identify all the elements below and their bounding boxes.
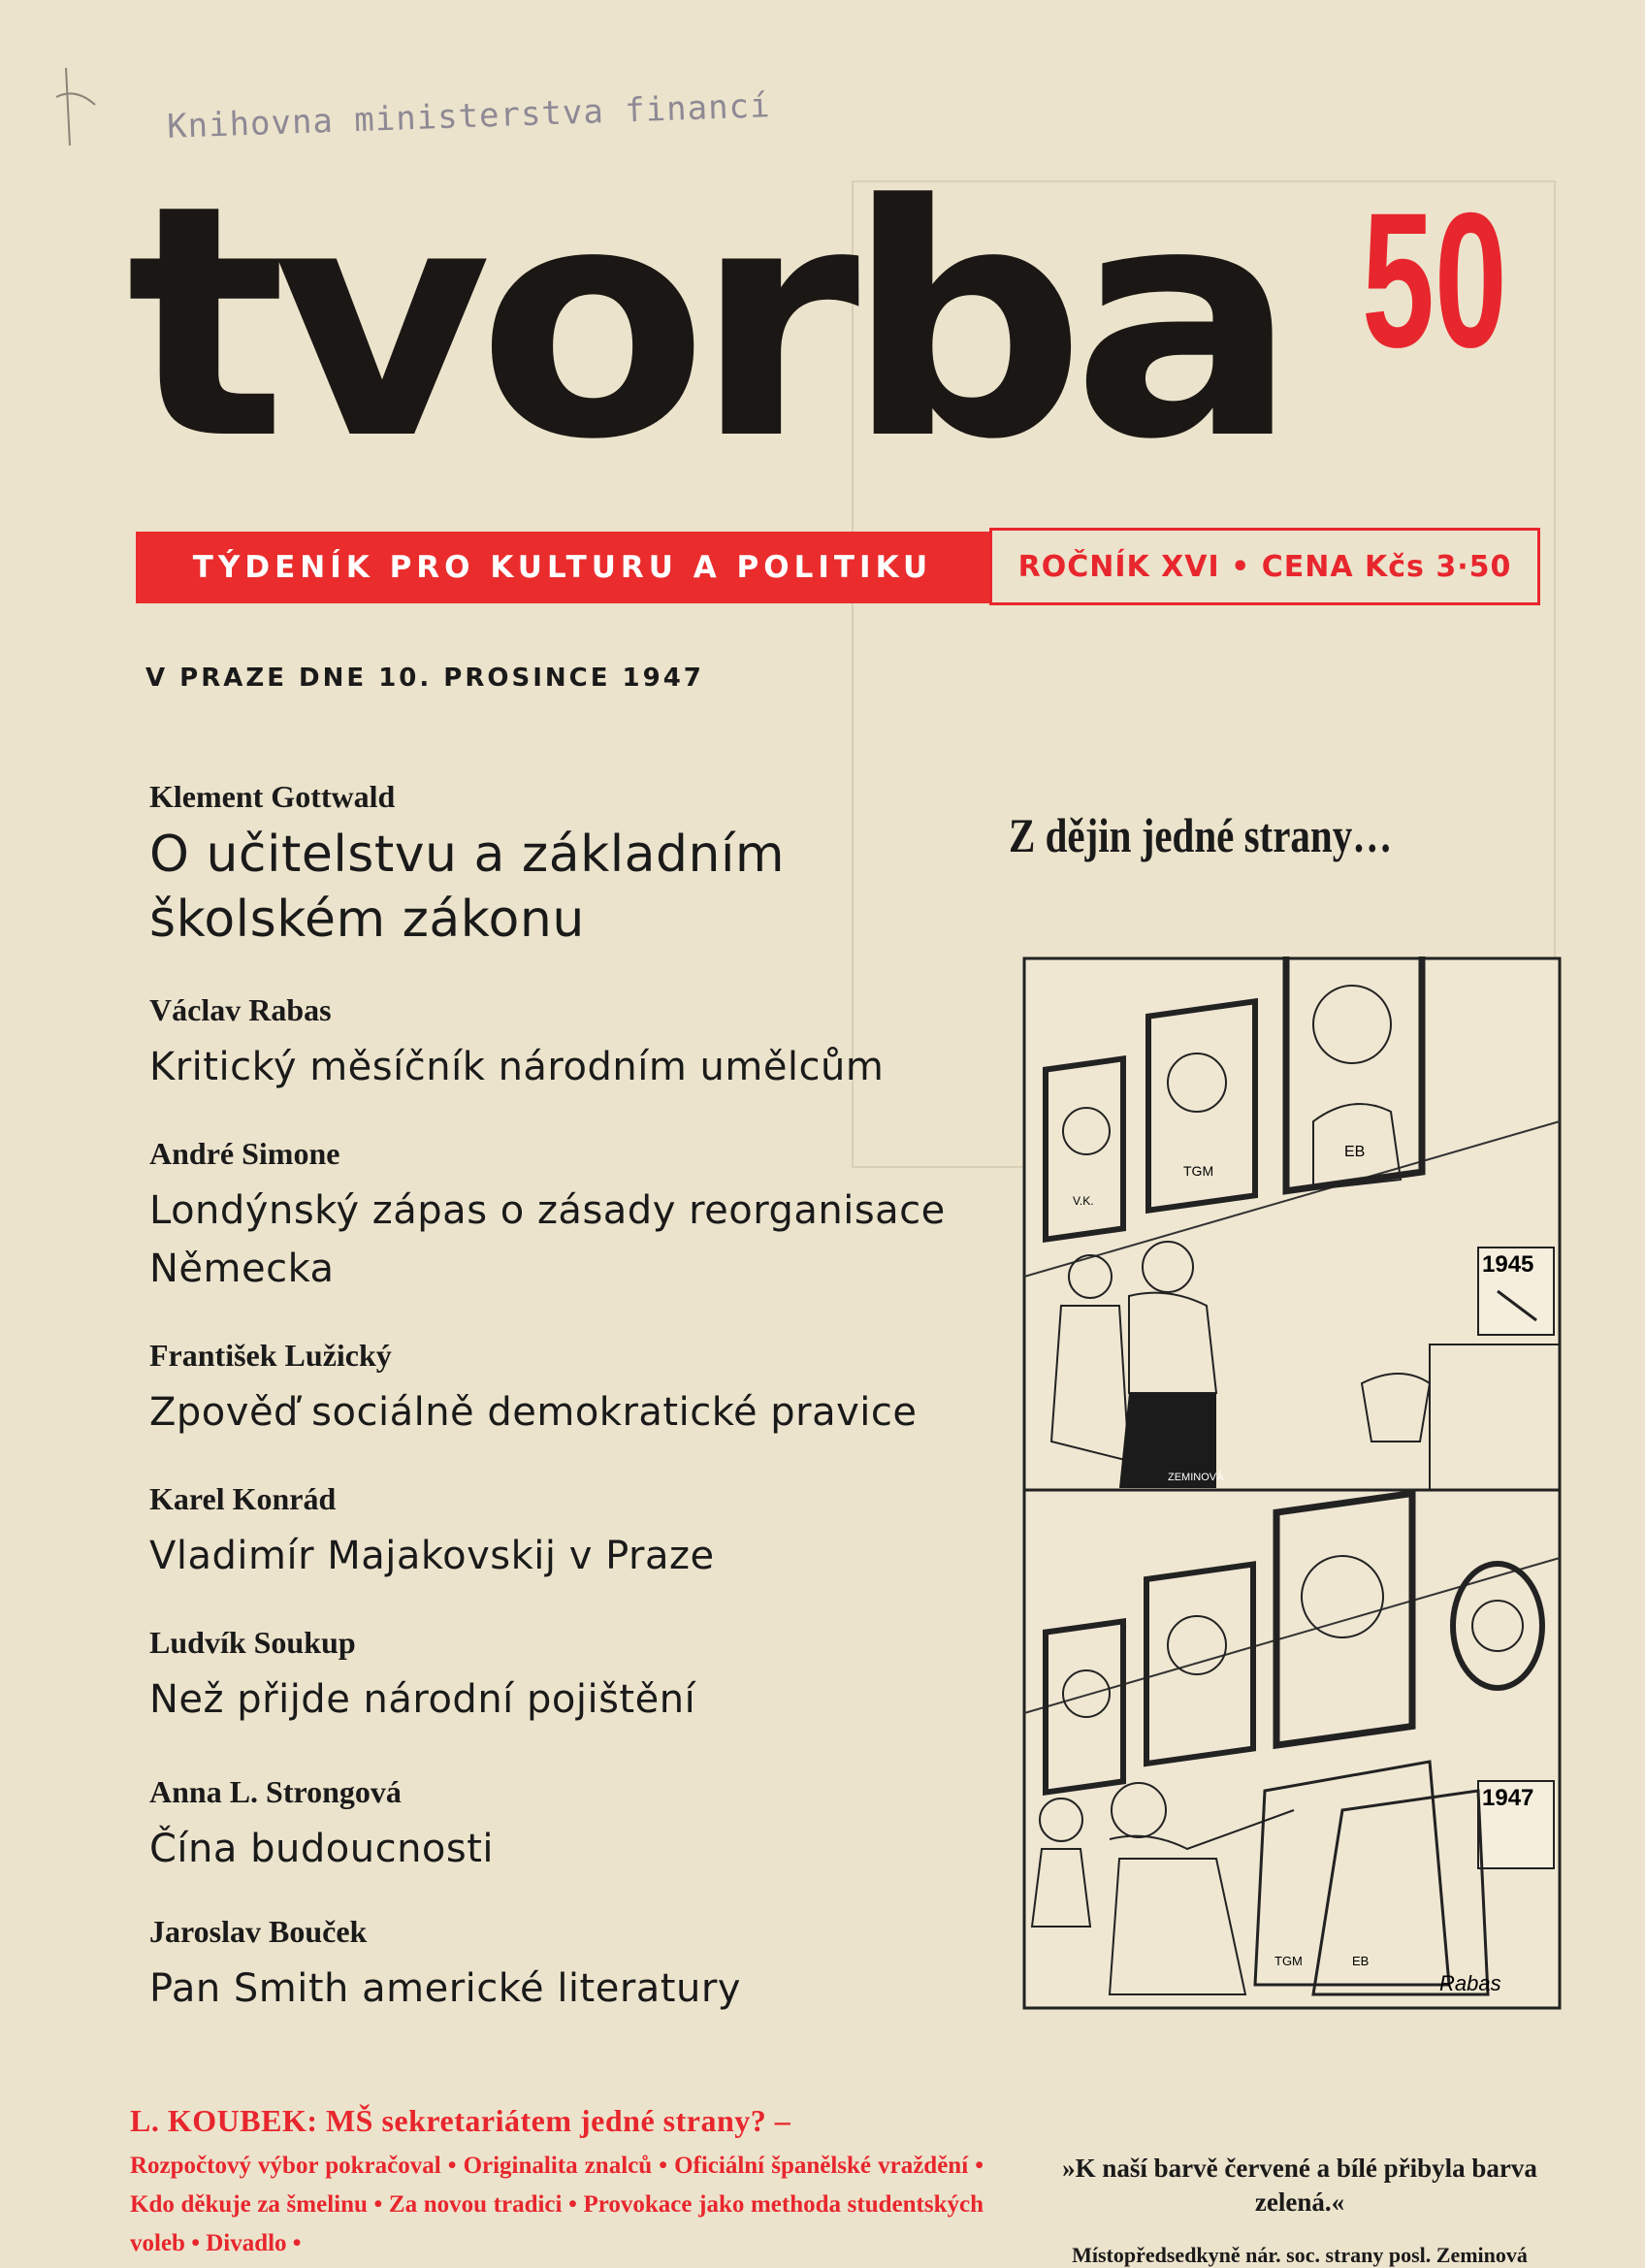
article-title: Londýnský zápas o zásady reorganisace Německa xyxy=(149,1188,946,1292)
portrait-label: EB xyxy=(1344,1144,1366,1160)
article-item[interactable] xyxy=(149,1337,1003,1442)
cartoon-quote: »K naší barvě červené a bílé přibyla barva zelená.« xyxy=(1062,2154,1537,2218)
masthead-title: tvorba xyxy=(126,137,1285,509)
summary-topics: Rozpočtový výbor pokračoval • Originalita znalců • Oficiální španělské vraždění • Kdo děkuje za šmelinu • Za novou tradici • Provokace jako methoda studentských voleb • Divadlo • xyxy=(130,2153,984,2256)
article-author: André Simone xyxy=(149,1136,340,1171)
article-item[interactable] xyxy=(149,1480,1003,1585)
portrait-label: V.K. xyxy=(1073,1194,1094,1208)
article-item[interactable] xyxy=(149,1773,1003,1878)
cartoon-caption: Místopředsedkyně nár. soc. strany posl. Zeminová xyxy=(1072,2243,1528,2267)
cartoon-heading: Z dějin jedné strany… xyxy=(1009,808,1393,862)
contents-summary xyxy=(130,2103,984,2263)
article-item[interactable] xyxy=(149,1135,1003,1298)
article-item[interactable] xyxy=(149,1913,1003,2018)
article-title: Kritický měsíčník národním umělcům xyxy=(149,1045,885,1090)
article-author: Jaroslav Bouček xyxy=(149,1914,368,1949)
frame-label: TGM xyxy=(1274,1954,1303,1968)
summary-headline: L. KOUBEK: MŠ sekretariátem jedné strany? – xyxy=(130,2103,791,2138)
article-author: Karel Konrád xyxy=(149,1481,337,1516)
article-author: Klement Gottwald xyxy=(149,779,396,814)
cartoon-illustration xyxy=(1022,956,1562,2010)
portrait-label: TGM xyxy=(1183,1163,1214,1179)
article-item[interactable] xyxy=(149,778,1003,952)
article-title: Zpověď sociálně demokratické pravice xyxy=(149,1390,918,1436)
cartoon-signature: Rabas xyxy=(1439,1971,1501,1995)
article-item[interactable] xyxy=(149,991,1003,1096)
year-label: 1947 xyxy=(1482,1785,1534,1811)
figure-label: ZEMINOVÁ xyxy=(1168,1472,1224,1483)
pencil-mark xyxy=(47,58,105,155)
article-author: Ludvík Soukup xyxy=(149,1625,356,1660)
article-title: O učitelstvu a základním školském zákonu xyxy=(149,826,786,949)
issue-number: 50 xyxy=(1362,173,1507,387)
article-title: Vladimír Majakovskij v Praze xyxy=(149,1534,715,1579)
tagline-band: TÝDENÍK PRO KULTURU A POLITIKU xyxy=(136,532,989,603)
volume-price-box: ROČNÍK XVI • CENA Kčs 3·50 xyxy=(989,528,1540,605)
article-title: Než přijde národní pojištění xyxy=(149,1677,696,1723)
library-stamp: Knihovna ministerstva financí xyxy=(166,86,772,146)
year-label: 1945 xyxy=(1482,1251,1534,1278)
frame-label: EB xyxy=(1352,1954,1370,1968)
article-title: Pan Smith americké literatury xyxy=(149,1966,741,2012)
article-author: František Lužický xyxy=(149,1338,392,1373)
article-item[interactable] xyxy=(149,1624,1003,1729)
article-author: Anna L. Strongová xyxy=(149,1774,402,1809)
article-author: Václav Rabas xyxy=(149,992,332,1027)
article-title: Čína budoucnosti xyxy=(149,1827,495,1872)
dateline: V PRAZE DNE 10. PROSINCE 1947 xyxy=(145,664,704,693)
